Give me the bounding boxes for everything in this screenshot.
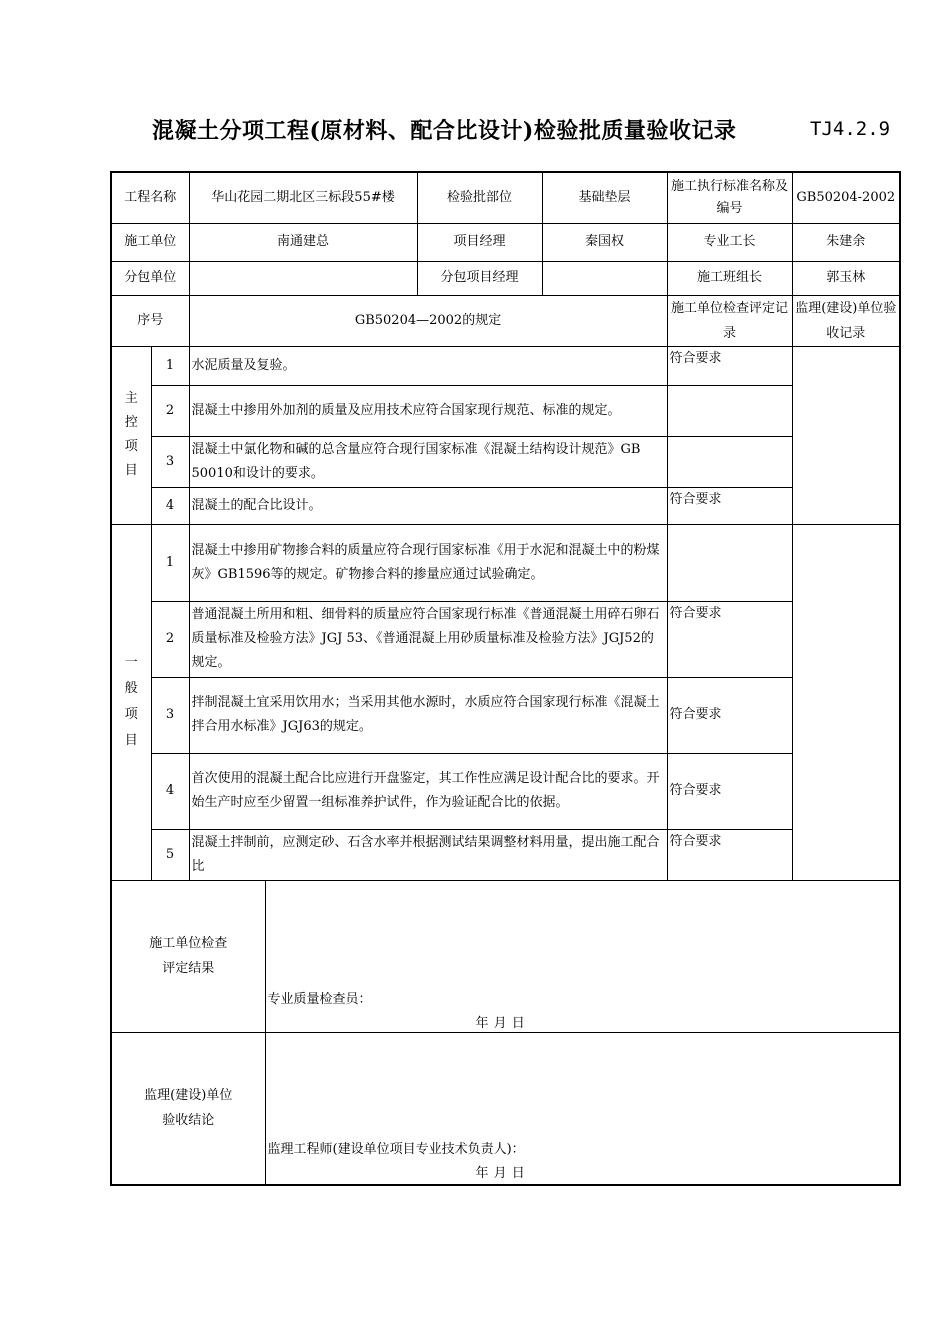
- sub-pm-label: 分包项目经理: [417, 261, 542, 295]
- standard-label: 施工执行标准名称及编号: [667, 172, 792, 223]
- main-item-text: 水泥质量及复验。: [189, 346, 667, 385]
- supervisor-conclusion-label: 监理(建设)单位验收结论: [111, 1032, 265, 1185]
- general-item-text: 混凝土拌制前，应测定砂、石含水率并根据测试结果调整材料用量，提出施工配合比: [189, 829, 667, 880]
- main-item-result: 符合要求: [667, 346, 792, 385]
- supervisor-record-header: 监理(建设)单位验收记录: [792, 295, 900, 346]
- main-item-no: 1: [151, 346, 189, 385]
- contractor-date: 年 月 日: [475, 1015, 526, 1031]
- main-item-text: 混凝土中掺用外加剂的质量及应用技术应符合国家现行规范、标准的规定。: [189, 385, 667, 436]
- main-item-no: 2: [151, 385, 189, 436]
- spec-header: GB50204—2002的规定: [189, 295, 667, 346]
- inspection-part-label: 检验批部位: [417, 172, 542, 223]
- foreman-label: 专业工长: [667, 223, 792, 261]
- project-name-label: 工程名称: [111, 172, 189, 223]
- general-item-no: 1: [151, 524, 189, 601]
- general-item-result: 符合要求: [667, 677, 792, 753]
- supervising-engineer-signature: 监理工程师(建设单位项目专业技术负责人)：: [267, 1141, 525, 1157]
- inspection-part: 基础垫层: [542, 172, 667, 223]
- main-item-no: 4: [151, 487, 189, 524]
- inspection-record-table: [110, 171, 901, 1186]
- contractor-conclusion-area: [265, 880, 900, 1032]
- general-item-no: 5: [151, 829, 189, 880]
- general-item-result: 符合要求: [667, 753, 792, 829]
- seq-header: 序号: [111, 295, 189, 346]
- general-item-text: 拌制混凝土宜采用饮用水；当采用其他水源时，水质应符合国家现行标准《混凝土拌合用水标准》JGJ63的规定。: [189, 677, 667, 753]
- subcontractor: [189, 261, 417, 295]
- contractor-conclusion-label: 施工单位检查评定结果: [111, 880, 265, 1032]
- pm: 秦国权: [542, 223, 667, 261]
- project-name: 华山花园二期北区三标段55#楼: [189, 172, 417, 223]
- sub-pm: [542, 261, 667, 295]
- standard: GB50204-2002: [792, 172, 900, 223]
- main-items-label: 主控项目: [111, 346, 151, 524]
- general-item-text: 普通混凝土所用和粗、细骨料的质量应符合国家现行标准《普通混凝土用碎石卵石质量标准及检验方法》JGJ 53、《普通混凝上用砂质量标准及检验方法》JGJ52的规定。: [189, 601, 667, 677]
- contractor-record-header: 施工单位检查评定记录: [667, 295, 792, 346]
- general-items-supervisor-record: [792, 524, 900, 880]
- general-item-text: 混凝土中掺用矿物掺合料的质量应符合现行国家标准《用于水泥和混凝土中的粉煤灰》GB1596等的规定。矿物掺合料的掺量应通过试验确定。: [189, 524, 667, 601]
- main-item-no: 3: [151, 436, 189, 487]
- quality-inspector-signature: 专业质量检查员：: [267, 991, 372, 1007]
- pm-label: 项目经理: [417, 223, 542, 261]
- form-code: TJ4.2.9: [810, 118, 891, 140]
- general-item-text: 首次使用的混凝土配合比应进行开盘鉴定，其工作性应满足设计配合比的要求。开始生产时应至少留置一组标准养护试件，作为验证配合比的依据。: [189, 753, 667, 829]
- supervisor-date: 年 月 日: [475, 1165, 526, 1181]
- general-item-result: 符合要求: [667, 601, 792, 677]
- main-item-text: 混凝土中氯化物和碱的总含量应符合现行国家标准《混凝土结构设计规范》GB 50010和设计的要求。: [189, 436, 667, 487]
- general-item-result: 符合要求: [667, 829, 792, 880]
- general-item-result: [667, 524, 792, 601]
- general-item-no: 2: [151, 601, 189, 677]
- team-leader: 郭玉林: [792, 261, 900, 295]
- contractor-label: 施工单位: [111, 223, 189, 261]
- main-items-supervisor-record: [792, 346, 900, 524]
- contractor: 南通建总: [189, 223, 417, 261]
- general-items-label: 一般项目: [111, 524, 151, 880]
- main-item-result: 符合要求: [667, 487, 792, 524]
- main-item-result: [667, 436, 792, 487]
- main-item-text: 混凝土的配合比设计。: [189, 487, 667, 524]
- team-leader-label: 施工班组长: [667, 261, 792, 295]
- foreman: 朱建余: [792, 223, 900, 261]
- general-item-no: 4: [151, 753, 189, 829]
- page-title: 混凝土分项工程(原材料、配合比设计)检验批质量验收记录: [152, 118, 737, 144]
- supervisor-conclusion-area: [265, 1032, 900, 1185]
- general-item-no: 3: [151, 677, 189, 753]
- subcontractor-label: 分包单位: [111, 261, 189, 295]
- main-item-result: [667, 385, 792, 436]
